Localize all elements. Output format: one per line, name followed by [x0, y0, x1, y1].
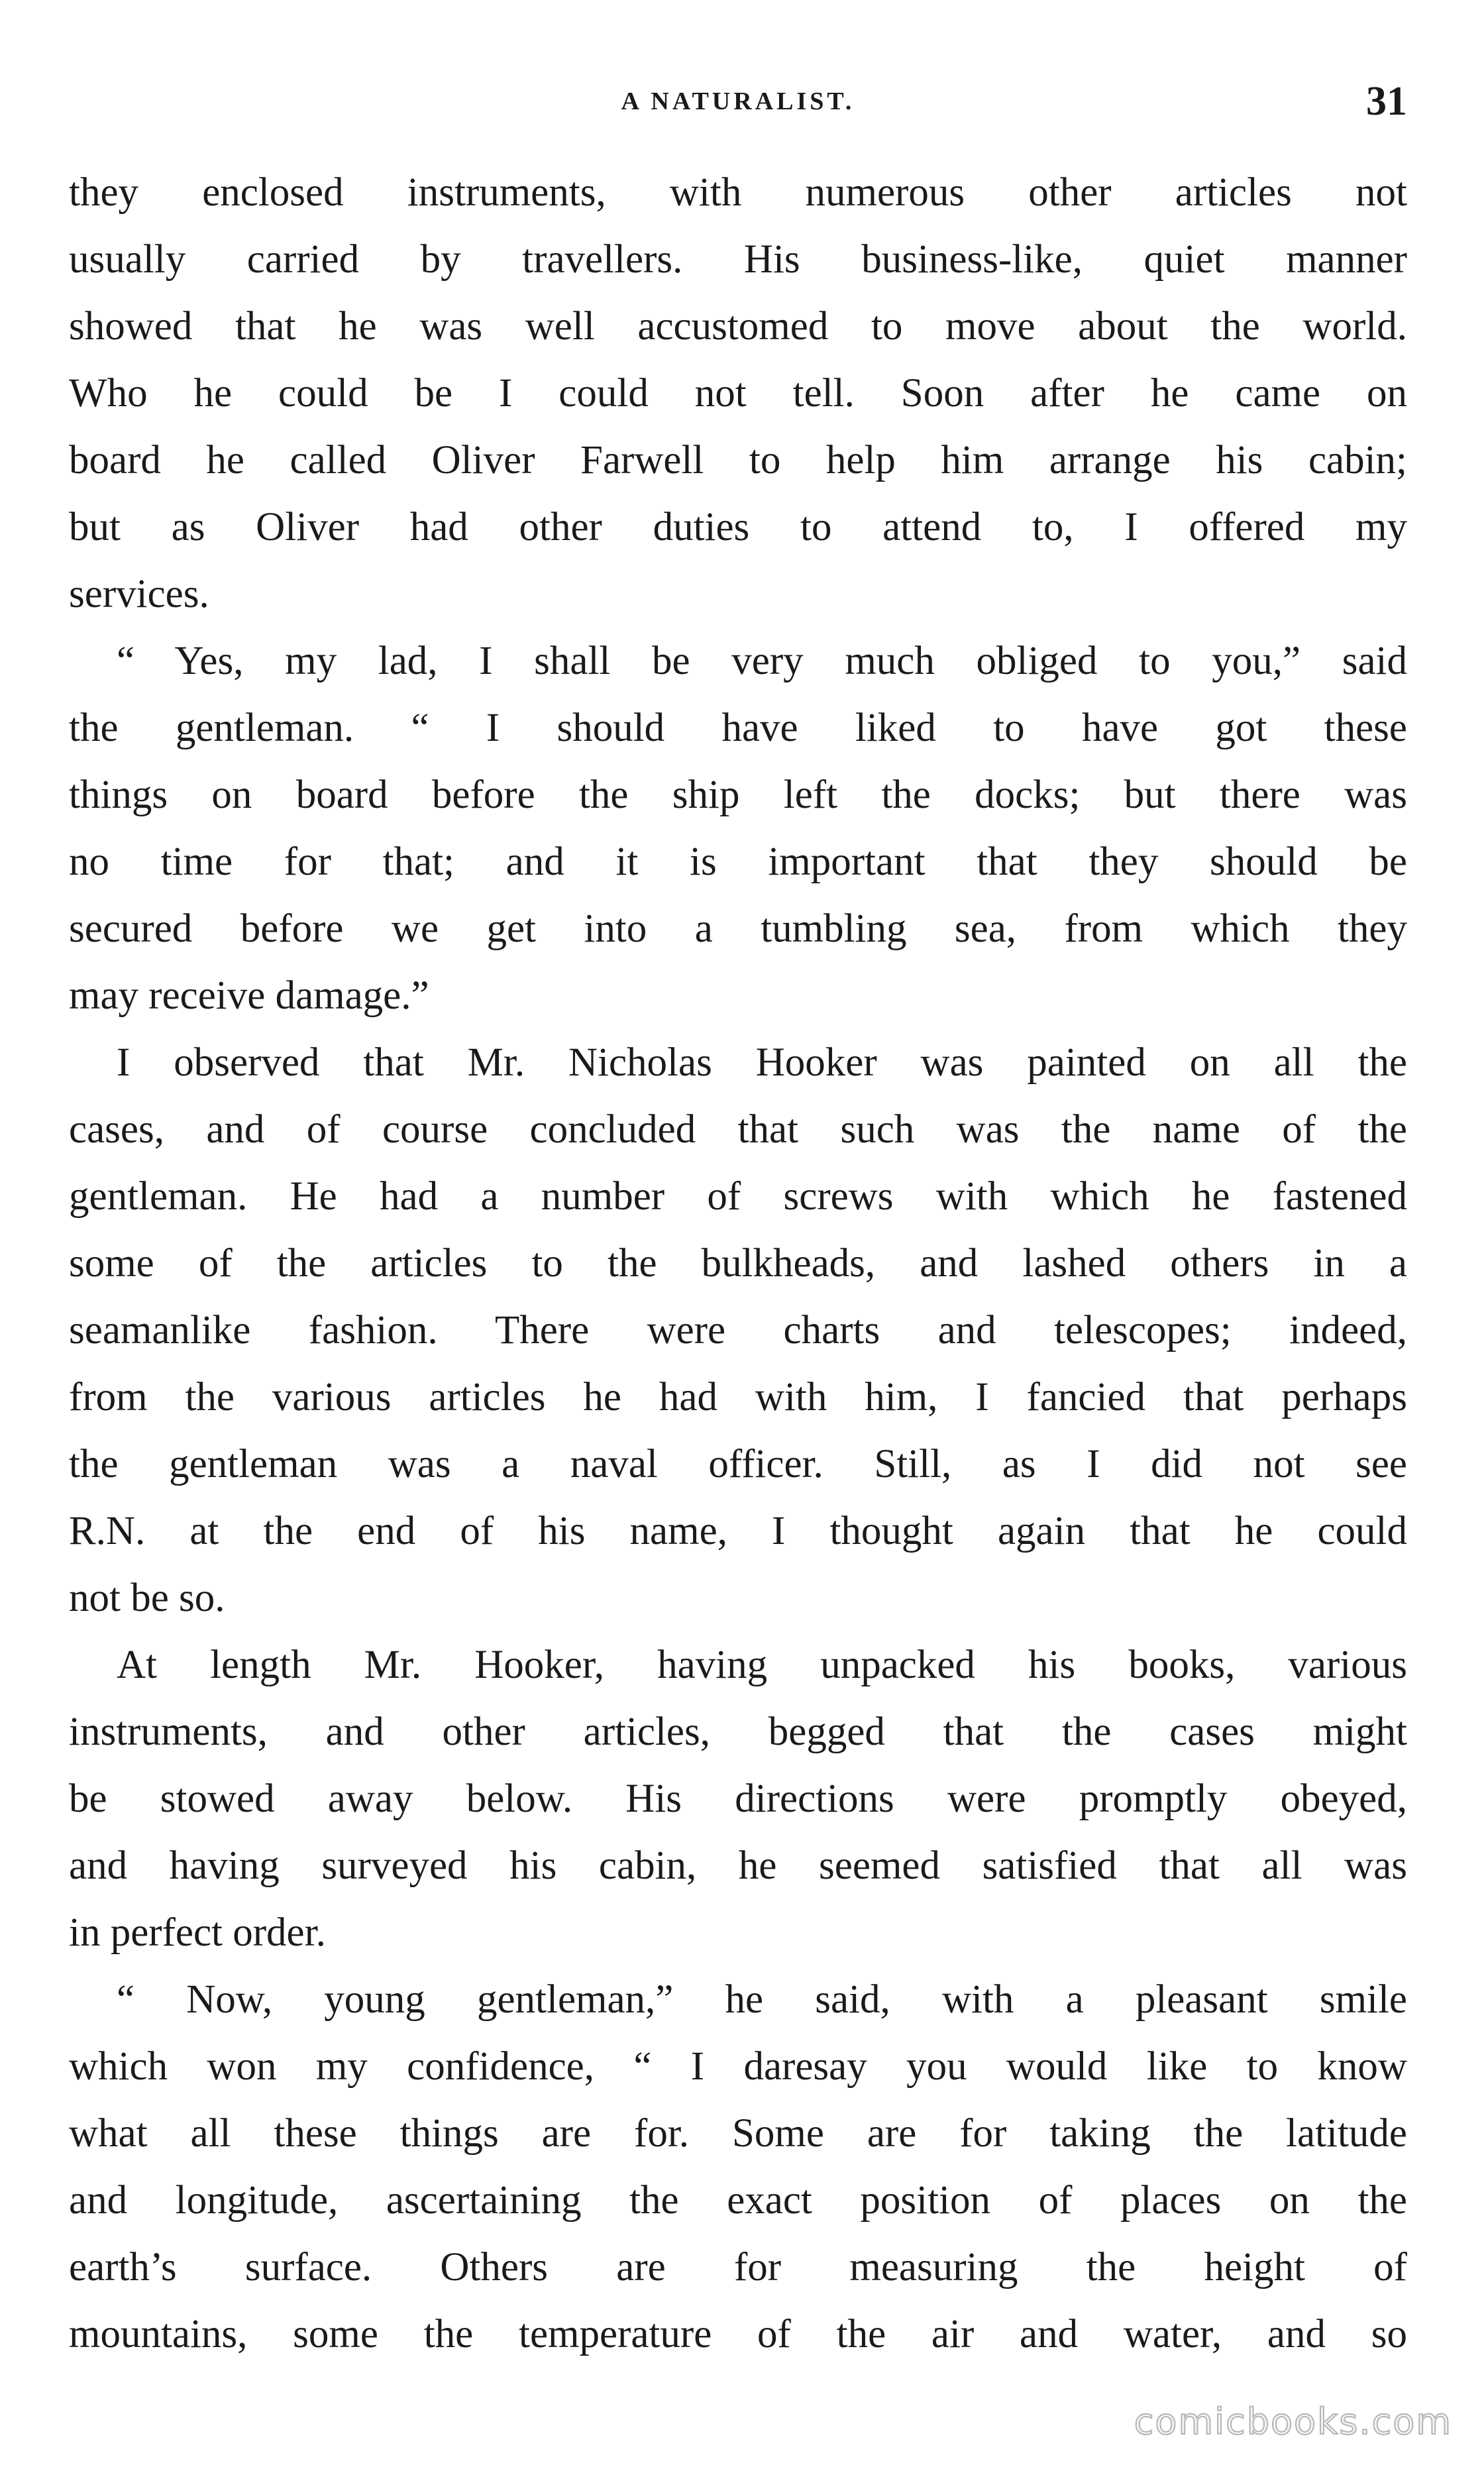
text-line: they enclosed instruments, with numerous other articles not [69, 170, 1407, 215]
text-line: I observed that Mr. Nicholas Hooker was painted on all the [117, 1040, 1407, 1085]
text-line: cases, and of course concluded that such was the name of the [69, 1107, 1407, 1152]
text-line: be stowed away below. His directions were promptly obeyed, [69, 1777, 1407, 1821]
text-line: “ Yes, my lad, I shall be very much obliged to you,” said [117, 639, 1407, 683]
text-line: things on board before the ship left the docks; but there was [69, 773, 1407, 817]
text-line: secured before we get into a tumbling sea, from which they [69, 907, 1407, 951]
text-line: but as Oliver had other duties to attend to, I offered my [69, 505, 1407, 549]
running-head [69, 72, 1407, 131]
text-line: usually carried by travellers. His business-like, quiet manner [69, 237, 1407, 282]
text-line: earth’s surface. Others are for measuring the height of [69, 2245, 1407, 2289]
text-line: not be so. [69, 1576, 225, 1620]
text-line: no time for that; and it is important that they should be [69, 840, 1407, 884]
text-line: board he called Oliver Farwell to help him arrange his cabin; [69, 438, 1407, 482]
text-line: R.N. at the end of his name, I thought again that he could [69, 1509, 1407, 1553]
text-line: the gentleman was a naval officer. Still, as I did not see [69, 1442, 1407, 1486]
text-line: gentleman. He had a number of screws with which he fastened [69, 1174, 1407, 1219]
text-line: which won my confidence, “ I daresay you would like to know [69, 2044, 1407, 2089]
text-line: At length Mr. Hooker, having unpacked his books, various [117, 1643, 1407, 1687]
text-line: seamanlike fashion. There were charts and telescopes; indeed, [69, 1308, 1407, 1352]
text-line: some of the articles to the bulkheads, and lashed others in a [69, 1241, 1407, 1286]
text-line: services. [69, 572, 209, 616]
text-line: “ Now, young gentleman,” he said, with a pleasant smile [117, 1977, 1407, 2022]
text-line: and having surveyed his cabin, he seemed satisfied that all was [69, 1843, 1407, 1888]
text-line: from the various articles he had with him, I fancied that perhaps [69, 1375, 1407, 1419]
text-line: instruments, and other articles, begged that the cases might [69, 1710, 1407, 1754]
text-line: the gentleman. “ I should have liked to have got these [69, 706, 1407, 750]
text-line: what all these things are for. Some are for taking the latitude [69, 2111, 1407, 2156]
text-line: in perfect order. [69, 1910, 326, 1955]
text-line: mountains, some the temperature of the air and water, and so [69, 2312, 1407, 2356]
text-line: and longitude, ascertaining the exact position of places on the [69, 2178, 1407, 2223]
text-line: showed that he was well accustomed to move about the world. [69, 304, 1407, 349]
body-text [69, 159, 1407, 2368]
text-line: may receive damage.” [69, 973, 429, 1018]
page-number: 31 [1366, 79, 1407, 124]
running-title: A NATURALIST. [621, 87, 855, 115]
text-line: Who he could be I could not tell. Soon after he came on [69, 371, 1407, 415]
watermark: comicbooks.com [1134, 2401, 1452, 2443]
